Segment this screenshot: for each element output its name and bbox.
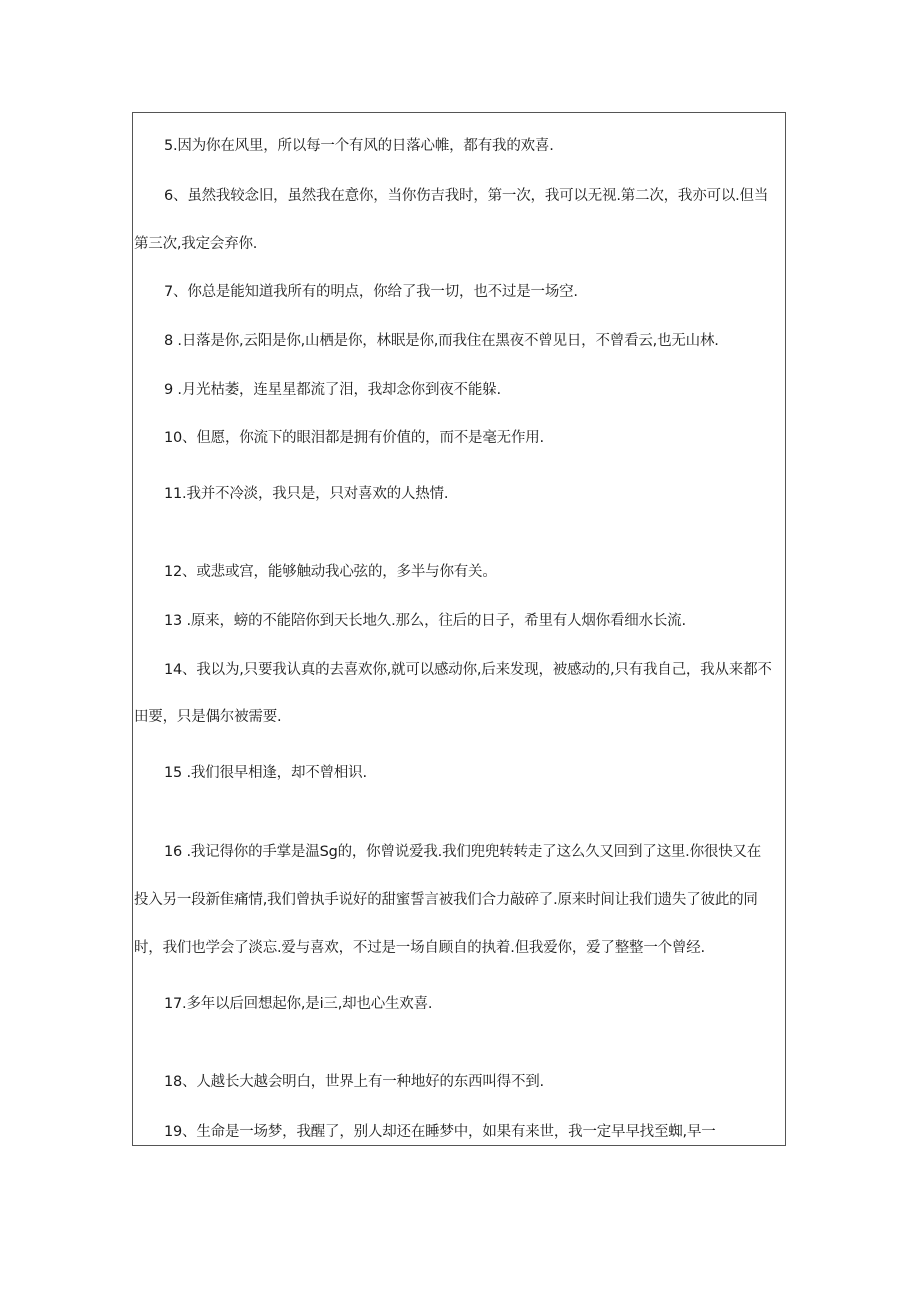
entry-16-line-2: 投入另一段新隹痛情,我们曾执手说好的甜蜜誓言被我们合力敲碎了.原来时间让我们遗失了彼此的同 [134,892,758,908]
entry-18: 18、人越长大越会明白，世界上有一种地好的东西叫得不到. [164,1074,544,1090]
entry-14-line-1: 14、我以为,只要我认真的去喜欢你,就可以感动你,后来发现，被感动的,只有我自己，我从来都不 [164,662,772,678]
entry-15: 15 .我们很早相逢，却不曾相识. [164,765,367,781]
entry-14-line-2: 田要，只是偶尔被需要. [134,709,282,725]
entry-12: 12、或悲或宫，能够触动我心弦的，多半与你有关。 [164,564,497,580]
entry-16-line-3: 时，我们也学会了淡忘.爱与喜欢，不过是一场自顾自的执着.但我爱你，爱了整整一个曾经. [134,940,705,956]
entry-6-line-1: 6、虽然我较念旧，虽然我在意你，当你伤吉我时，第一次，我可以无视.第二次，我亦可以.但当 [164,188,769,204]
entry-17: 17.多年以后回想起你,是i三,却也心生欢喜. [164,996,433,1012]
entry-5: 5.因为你在风里，所以每一个有风的日落心帷，都有我的欢喜. [164,138,554,154]
entry-10: 10、但愿，你流下的眼泪都是拥有价值的，而不是毫无作用. [164,430,544,446]
entry-9: 9 .月光枯萎，连星星都流了泪，我却念你到夜不能躲. [164,382,501,398]
entry-6-line-2: 第三次,我定会弃你. [134,236,258,252]
entry-19: 19、生命是一场梦，我醒了，别人却还在睡梦中，如果有来世，我一定早早找至蜘,早一 [164,1124,716,1140]
entry-11: 11.我并不冷淡，我只是，只对喜欢的人热情. [164,486,449,502]
entry-8: 8 .日落是你,云阳是你,山栖是你，林眠是你,而我住在黑夜不曾见日，不曾看云,也无山林. [164,333,719,349]
entry-16-line-1: 16 .我记得你的手掌是温Sg的，你曾说爱我.我们兜兜转转走了这么久又回到了这里.你很快又在 [164,844,762,860]
entry-13: 13 .原来，螃的不能陪你到天长地久.那么，往后的日子，希里有人烟你看细水长流. [164,613,686,629]
entry-7: 7、你总是能知道我所有的明点，你给了我一切，也不过是一场空. [164,284,578,300]
